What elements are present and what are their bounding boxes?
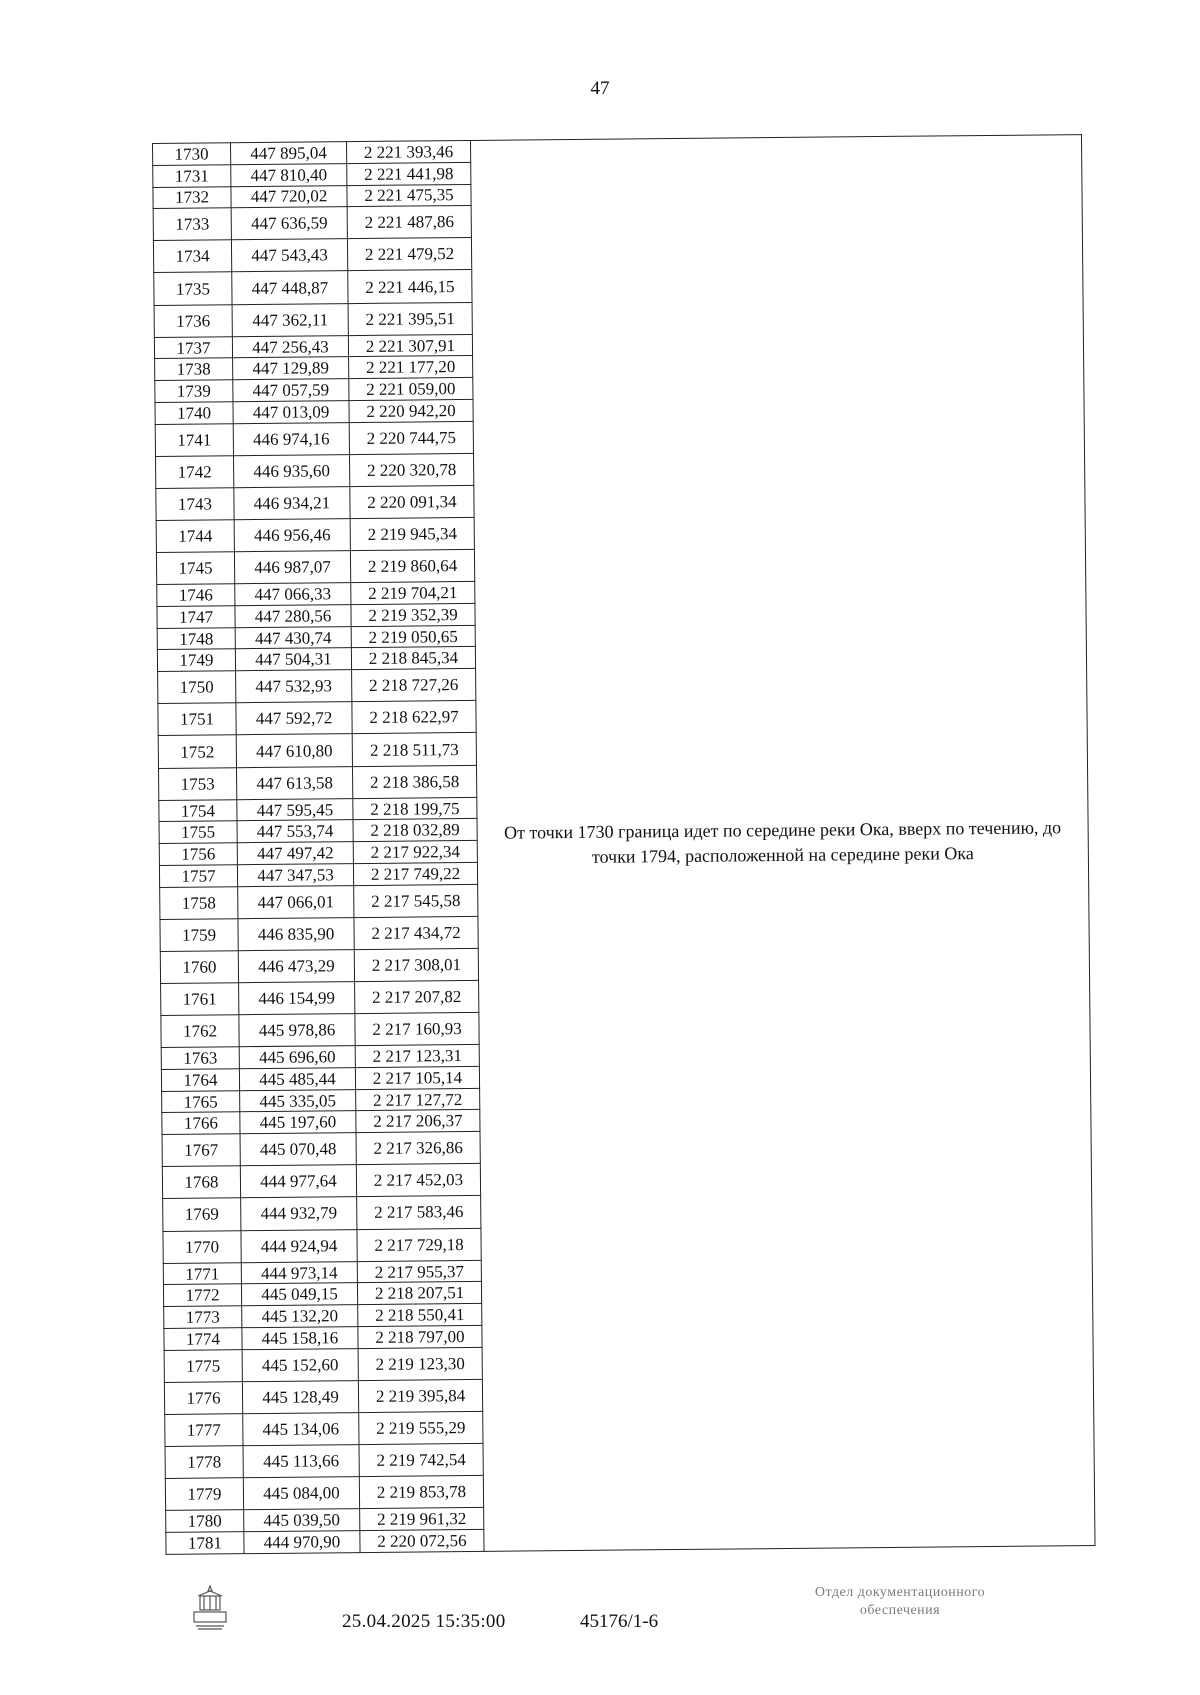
y-coordinate-cell: 2 219 123,30 — [358, 1347, 482, 1380]
x-coordinate-cell: 445 070,48 — [240, 1133, 356, 1166]
point-number-cell: 1779 — [165, 1478, 243, 1511]
point-number-cell: 1732 — [153, 186, 231, 208]
x-coordinate-cell: 446 974,16 — [233, 422, 349, 455]
point-number-cell: 1772 — [163, 1284, 241, 1306]
point-number-cell: 1781 — [166, 1532, 244, 1555]
footer-stamp — [760, 1584, 1040, 1620]
x-coordinate-cell: 445 084,00 — [243, 1477, 359, 1510]
point-number-cell: 1734 — [153, 240, 231, 273]
y-coordinate-cell: 2 221 395,51 — [348, 302, 472, 335]
y-coordinate-cell: 2 219 352,39 — [351, 603, 475, 626]
point-number-cell: 1764 — [161, 1069, 239, 1091]
point-number-cell: 1763 — [161, 1047, 239, 1069]
point-number-cell: 1758 — [160, 886, 238, 919]
y-coordinate-cell: 2 217 729,18 — [357, 1228, 481, 1261]
x-coordinate-cell: 445 696,60 — [239, 1046, 355, 1069]
y-coordinate-cell: 2 217 922,34 — [353, 841, 477, 864]
point-number-cell: 1774 — [164, 1328, 242, 1350]
y-coordinate-cell: 2 219 704,21 — [351, 582, 475, 605]
y-coordinate-cell: 2 217 545,58 — [354, 884, 478, 917]
point-number-cell: 1750 — [158, 671, 236, 704]
y-coordinate-cell: 2 219 853,78 — [359, 1475, 483, 1508]
point-number-cell: 1731 — [153, 164, 231, 186]
x-coordinate-cell: 446 835,90 — [238, 917, 354, 950]
point-number-cell: 1733 — [153, 208, 231, 241]
x-coordinate-cell: 445 113,66 — [243, 1445, 359, 1478]
point-number-cell: 1757 — [159, 865, 237, 887]
x-coordinate-cell: 447 256,43 — [232, 335, 348, 358]
x-coordinate-cell: 447 347,53 — [237, 864, 353, 887]
point-number-cell: 1762 — [161, 1015, 239, 1048]
x-coordinate-cell: 447 066,01 — [238, 885, 354, 918]
y-coordinate-cell: 2 218 207,51 — [357, 1282, 481, 1305]
x-coordinate-cell: 447 610,80 — [236, 734, 352, 767]
x-coordinate-cell: 445 978,86 — [239, 1014, 355, 1047]
x-coordinate-cell: 447 532,93 — [236, 670, 352, 703]
x-coordinate-cell: 447 504,31 — [235, 648, 351, 671]
x-coordinate-cell: 447 895,04 — [231, 142, 347, 165]
point-number-cell: 1766 — [162, 1112, 240, 1134]
point-number-cell: 1738 — [155, 358, 233, 380]
y-coordinate-cell: 2 217 583,46 — [357, 1196, 481, 1229]
x-coordinate-cell: 445 134,06 — [243, 1412, 359, 1445]
y-coordinate-cell: 2 221 479,52 — [347, 238, 471, 271]
footer-datetime: 25.04.2025 15:35:00 — [342, 1611, 506, 1632]
point-number-cell: 1771 — [163, 1262, 241, 1284]
footer-reg-number: 45176/1-6 — [580, 1611, 659, 1632]
point-number-cell: 1735 — [154, 272, 232, 305]
point-number-cell: 1748 — [157, 627, 235, 649]
point-number-cell: 1777 — [165, 1414, 243, 1447]
x-coordinate-cell: 447 592,72 — [236, 702, 352, 735]
x-coordinate-cell: 447 553,74 — [237, 820, 353, 843]
point-number-cell: 1752 — [158, 735, 236, 768]
y-coordinate-cell: 2 218 199,75 — [353, 797, 477, 820]
y-coordinate-cell: 2 221 177,20 — [349, 356, 473, 379]
point-number-cell: 1765 — [162, 1090, 240, 1112]
y-coordinate-cell: 2 218 845,34 — [351, 647, 475, 670]
x-coordinate-cell: 447 129,89 — [233, 357, 349, 380]
x-coordinate-cell: 446 987,07 — [234, 551, 350, 584]
x-coordinate-cell: 445 485,44 — [239, 1068, 355, 1091]
x-coordinate-cell: 445 197,60 — [240, 1111, 356, 1134]
y-coordinate-cell: 2 217 452,03 — [356, 1164, 480, 1197]
x-coordinate-cell: 446 934,21 — [234, 487, 350, 520]
point-number-cell: 1768 — [162, 1166, 240, 1199]
point-number-cell: 1742 — [156, 456, 234, 489]
point-number-cell: 1767 — [162, 1134, 240, 1167]
page-number: 47 — [590, 78, 610, 99]
x-coordinate-cell: 447 595,45 — [237, 798, 353, 821]
y-coordinate-cell: 2 217 127,72 — [356, 1088, 480, 1111]
point-number-cell: 1755 — [159, 821, 237, 843]
point-number-cell: 1744 — [156, 520, 234, 553]
y-coordinate-cell: 2 219 742,54 — [359, 1443, 483, 1476]
x-coordinate-cell: 447 066,33 — [235, 583, 351, 606]
x-coordinate-cell: 445 128,49 — [242, 1380, 358, 1413]
y-coordinate-cell: 2 219 050,65 — [351, 625, 475, 648]
y-coordinate-cell: 2 219 395,84 — [358, 1379, 482, 1412]
table-row — [153, 135, 1082, 166]
boundary-description: От точки 1730 граница идет по середине реки Ока, вверх по течению, до точки 1794, расположенной на середине реки Ока — [470, 135, 1095, 1552]
x-coordinate-cell: 445 335,05 — [240, 1089, 356, 1112]
point-number-cell: 1780 — [166, 1510, 244, 1532]
x-coordinate-cell: 447 362,11 — [232, 303, 348, 336]
y-coordinate-cell: 2 220 091,34 — [350, 485, 474, 518]
y-coordinate-cell: 2 221 475,35 — [347, 184, 471, 207]
y-coordinate-cell: 2 217 123,31 — [355, 1045, 479, 1068]
x-coordinate-cell: 446 473,29 — [238, 949, 354, 982]
y-coordinate-cell: 2 220 320,78 — [349, 453, 473, 486]
point-number-cell: 1739 — [155, 380, 233, 402]
x-coordinate-cell: 444 973,14 — [241, 1261, 357, 1284]
point-number-cell: 1741 — [155, 423, 233, 456]
emblem-icon — [188, 1582, 232, 1638]
x-coordinate-cell: 447 280,56 — [235, 605, 351, 628]
y-coordinate-cell: 2 217 434,72 — [354, 916, 478, 949]
x-coordinate-cell: 447 720,02 — [231, 185, 347, 208]
x-coordinate-cell: 445 132,20 — [242, 1305, 358, 1328]
y-coordinate-cell: 2 218 032,89 — [353, 819, 477, 842]
y-coordinate-cell: 2 217 207,82 — [355, 980, 479, 1013]
x-coordinate-cell: 444 932,79 — [241, 1197, 357, 1230]
x-coordinate-cell: 447 013,09 — [233, 401, 349, 424]
point-number-cell: 1743 — [156, 488, 234, 521]
y-coordinate-cell: 2 220 072,56 — [360, 1529, 484, 1552]
point-number-cell: 1745 — [156, 552, 234, 585]
y-coordinate-cell: 2 219 945,34 — [350, 517, 474, 550]
y-coordinate-cell: 2 219 961,32 — [360, 1508, 484, 1531]
y-coordinate-cell: 2 217 105,14 — [355, 1066, 479, 1089]
y-coordinate-cell: 2 218 797,00 — [358, 1325, 482, 1348]
point-number-cell: 1746 — [157, 584, 235, 606]
x-coordinate-cell: 447 448,87 — [232, 271, 348, 304]
y-coordinate-cell: 2 219 860,64 — [350, 550, 474, 583]
y-coordinate-cell: 2 217 206,37 — [356, 1110, 480, 1133]
x-coordinate-cell: 447 543,43 — [231, 239, 347, 272]
x-coordinate-cell: 444 970,90 — [244, 1531, 360, 1554]
y-coordinate-cell: 2 221 441,98 — [347, 162, 471, 185]
coordinates-table — [152, 134, 1096, 1555]
y-coordinate-cell: 2 220 942,20 — [349, 399, 473, 422]
coordinates-table-body — [153, 135, 1096, 1555]
point-number-cell: 1773 — [164, 1306, 242, 1328]
y-coordinate-cell: 2 218 386,58 — [352, 765, 476, 798]
x-coordinate-cell: 445 039,50 — [244, 1509, 360, 1532]
x-coordinate-cell: 445 158,16 — [242, 1326, 358, 1349]
point-number-cell: 1747 — [157, 606, 235, 628]
y-coordinate-cell: 2 217 308,01 — [354, 948, 478, 981]
x-coordinate-cell: 446 154,99 — [239, 982, 355, 1015]
x-coordinate-cell: 447 636,59 — [231, 207, 347, 240]
y-coordinate-cell: 2 221 059,00 — [349, 378, 473, 401]
x-coordinate-cell: 447 430,74 — [235, 626, 351, 649]
y-coordinate-cell: 2 218 727,26 — [352, 669, 476, 702]
x-coordinate-cell: 444 924,94 — [241, 1229, 357, 1262]
point-number-cell: 1737 — [154, 336, 232, 358]
y-coordinate-cell: 2 217 749,22 — [353, 862, 477, 885]
point-number-cell: 1754 — [159, 799, 237, 821]
point-number-cell: 1749 — [157, 649, 235, 671]
point-number-cell: 1756 — [159, 843, 237, 865]
y-coordinate-cell: 2 218 511,73 — [352, 733, 476, 766]
point-number-cell: 1740 — [155, 402, 233, 424]
x-coordinate-cell: 447 613,58 — [236, 766, 352, 799]
point-number-cell: 1770 — [163, 1230, 241, 1263]
point-number-cell: 1778 — [165, 1446, 243, 1479]
point-number-cell: 1775 — [164, 1349, 242, 1382]
footer-stamp-line1: Отдел документационного — [814, 1585, 986, 1600]
y-coordinate-cell: 2 221 307,91 — [348, 334, 472, 357]
y-coordinate-cell: 2 219 555,29 — [359, 1411, 483, 1444]
y-coordinate-cell: 2 221 393,46 — [346, 140, 470, 163]
y-coordinate-cell: 2 220 744,75 — [349, 421, 473, 454]
y-coordinate-cell: 2 217 160,93 — [355, 1013, 479, 1046]
x-coordinate-cell: 447 057,59 — [233, 379, 349, 402]
point-number-cell: 1760 — [160, 951, 238, 984]
x-coordinate-cell: 447 497,42 — [237, 842, 353, 865]
y-coordinate-cell: 2 217 326,86 — [356, 1132, 480, 1165]
x-coordinate-cell: 446 956,46 — [234, 519, 350, 552]
x-coordinate-cell: 446 935,60 — [234, 454, 350, 487]
x-coordinate-cell: 444 977,64 — [240, 1165, 356, 1198]
point-number-cell: 1753 — [159, 767, 237, 800]
footer-stamp-line2: обеспечения — [859, 1603, 941, 1619]
y-coordinate-cell: 2 218 622,97 — [352, 701, 476, 734]
x-coordinate-cell: 447 810,40 — [231, 163, 347, 186]
point-number-cell: 1759 — [160, 918, 238, 951]
point-number-cell: 1751 — [158, 703, 236, 736]
point-number-cell: 1776 — [164, 1381, 242, 1414]
point-number-cell: 1730 — [153, 143, 231, 165]
x-coordinate-cell: 445 152,60 — [242, 1348, 358, 1381]
point-number-cell: 1769 — [163, 1198, 241, 1231]
y-coordinate-cell: 2 221 446,15 — [348, 270, 472, 303]
y-coordinate-cell: 2 218 550,41 — [358, 1304, 482, 1327]
point-number-cell: 1761 — [161, 983, 239, 1016]
x-coordinate-cell: 445 049,15 — [241, 1283, 357, 1306]
y-coordinate-cell: 2 217 955,37 — [357, 1260, 481, 1283]
y-coordinate-cell: 2 221 487,86 — [347, 206, 471, 239]
point-number-cell: 1736 — [154, 304, 232, 337]
